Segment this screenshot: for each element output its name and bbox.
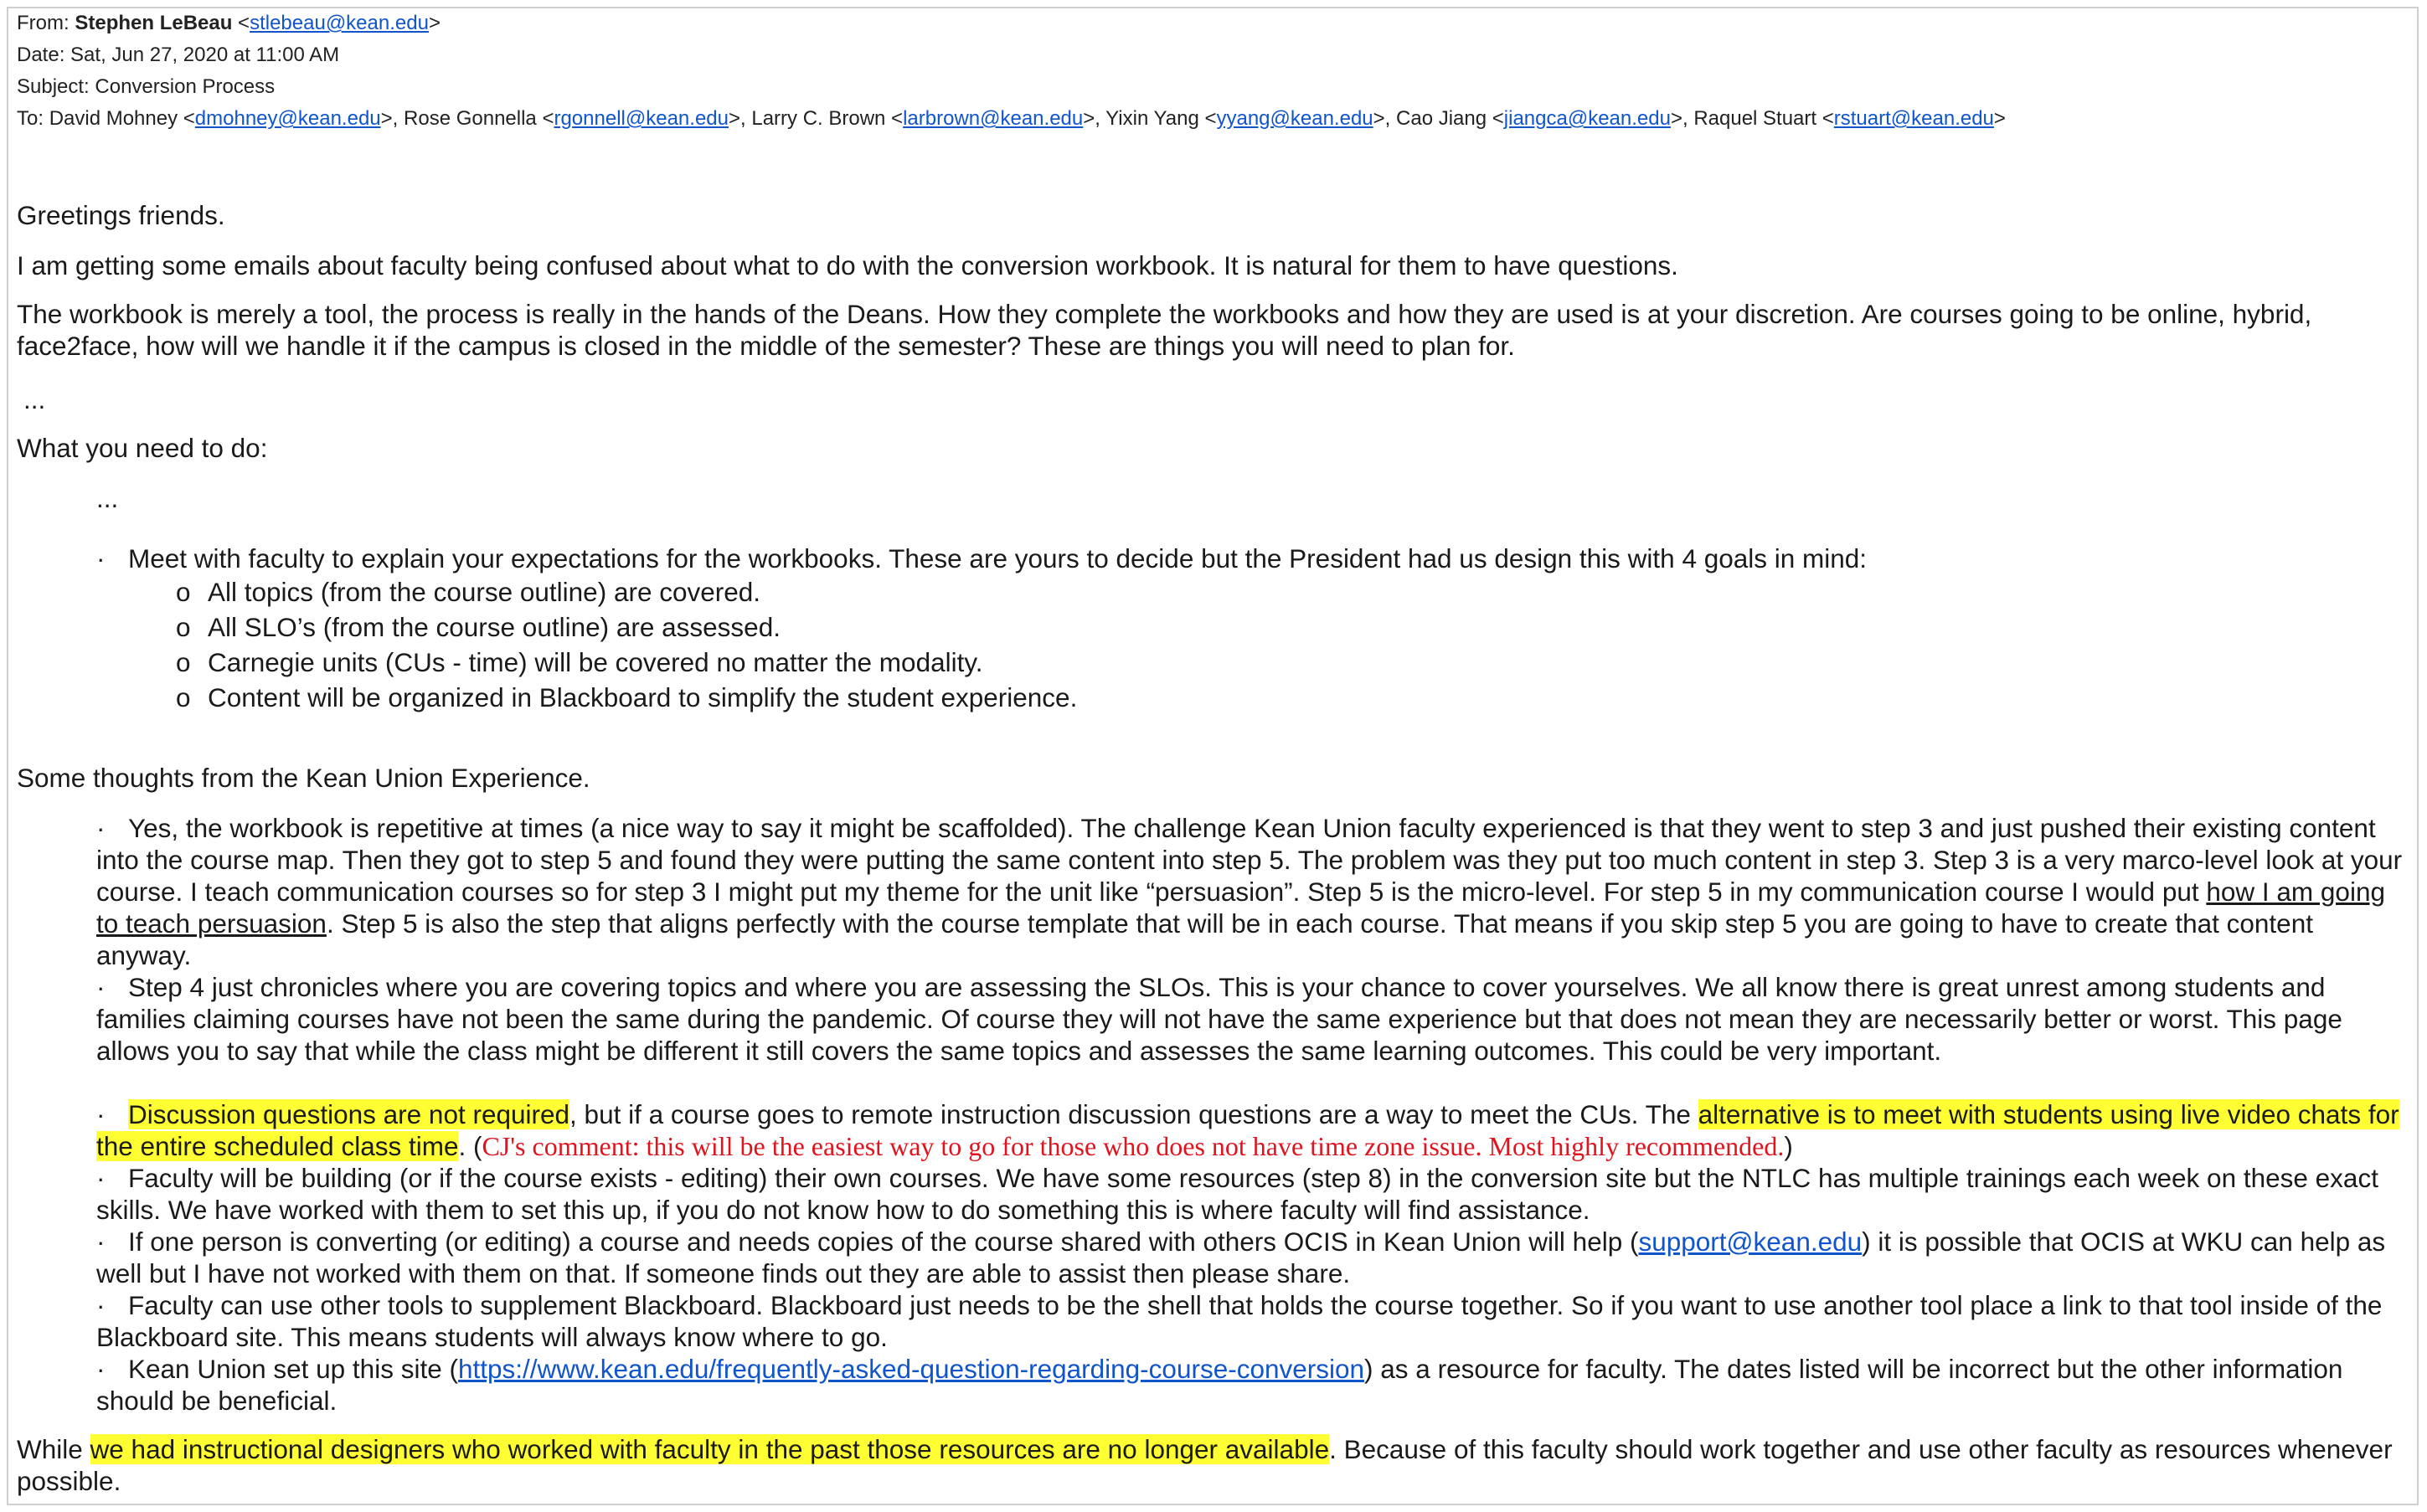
- recipient-name: Cao Jiang: [1396, 107, 1487, 130]
- goal-item: [176, 574, 760, 609]
- goal-item: [176, 680, 1077, 715]
- subject-value: Conversion Process: [95, 75, 276, 98]
- circle-bullet: o: [176, 647, 191, 677]
- bullet-text: Meet with faculty to explain your expectations for the workbooks. These are yours to decide but the President had us design this with 4 goals in mind:: [128, 543, 1868, 573]
- thought-text: Step 4 just chronicles where you are covering topics and where you are assessing the SLOs. This is your chance to cover yourselves. We all know there is great unrest among students and families claiming courses have not been the same during the pandemic. Of course they will not have the same experience but that does not mean they are necessarily better or worst. This page allows you to say that while the class might be different it still covers the same topics and assesses the same learning outcomes. This could be very important.: [96, 972, 2342, 1066]
- goal-text: All topics (from the course outline) are covered.: [208, 577, 761, 607]
- bullet-dot: ·: [96, 813, 106, 843]
- greeting: Greetings friends.: [17, 200, 225, 230]
- thought-text: ) it is possible that OCIS at WKU can help as well but I have not worked with them on that. If someone finds out they are able to assist then please share.: [96, 1227, 2386, 1288]
- todo-heading: What you need to do:: [17, 433, 268, 463]
- bullet-dot: ·: [96, 1354, 106, 1384]
- recipient: Yixin Yang <yyang@kean.edu>,: [1105, 107, 1391, 130]
- goal-item: [176, 609, 781, 645]
- thought-kean-site: [96, 1353, 2408, 1417]
- thought-discussion-questions: [96, 1098, 2408, 1162]
- bullet-dot: ·: [96, 1163, 106, 1193]
- closing-text: . Because of this faculty should work together and use other faculty as resources whenever possible.: [17, 1434, 2393, 1496]
- recipient-name: Rose Gonnella: [404, 107, 537, 130]
- thoughts-heading: Some thoughts from the Kean Union Experience.: [17, 763, 590, 793]
- closing-paragraph: [17, 1433, 2395, 1497]
- thought-text: ) as a resource for faculty. The dates listed will be incorrect but the other information should be beneficial.: [96, 1354, 2343, 1416]
- recipient-name: Raquel Stuart: [1693, 107, 1817, 130]
- date-line: [17, 44, 339, 67]
- circle-bullet: o: [176, 682, 191, 712]
- thought-text: Faculty will be building (or if the course exists - editing) their own courses. We have some resources (step 8) in the conversion site but the NTLC has multiple trainings each week on these exact skills. We have worked with them to set this up, if you do not know how to do something this is where faculty will find assistance.: [96, 1163, 2378, 1225]
- highlighted-text: Discussion questions are not required: [128, 1099, 570, 1129]
- thought-ocis: [96, 1226, 2408, 1289]
- goal-text: Carnegie units (CUs - time) will be covered no matter the modality.: [208, 647, 983, 677]
- recipient-email-link[interactable]: rgonnell@kean.edu: [554, 107, 729, 130]
- closing-text: While: [17, 1434, 90, 1464]
- recipient-email-link[interactable]: rstuart@kean.edu: [1833, 107, 1994, 130]
- bullet-dot: ·: [96, 543, 106, 573]
- recipient-email-link[interactable]: dmohney@kean.edu: [194, 107, 381, 130]
- sender-email-link[interactable]: stlebeau@kean.edu: [250, 12, 429, 34]
- subject-label: Subject:: [17, 75, 90, 98]
- thought-text: Faculty can use other tools to supplement Blackboard. Blackboard just needs to be the shell that holds the course together. So if you want to use another tool place a link to that tool inside of the Blackboard site. This means students will always know where to go.: [96, 1290, 2383, 1352]
- recipient-email-link[interactable]: jiangca@kean.edu: [1503, 107, 1671, 130]
- ellipsis: ...: [23, 384, 46, 414]
- bullet-dot: ·: [96, 1099, 106, 1129]
- circle-bullet: o: [176, 577, 191, 607]
- recipient-name: David Mohney: [49, 107, 178, 130]
- to-label: To:: [17, 107, 44, 130]
- thought-text: , but if a course goes to remote instruction discussion questions are a way to meet the CUs. The: [569, 1099, 1698, 1129]
- thought-text: If one person is converting (or editing) a course and needs copies of the course shared with others OCIS in Kean Union will help (: [128, 1227, 1639, 1257]
- thought-other-tools: [96, 1289, 2408, 1353]
- highlighted-text: we had instructional designers who worked with faculty in the past those resources are no longer available: [90, 1434, 1330, 1464]
- thought-text: Kean Union set up this site (: [128, 1354, 458, 1384]
- support-email-link[interactable]: support@kean.edu: [1638, 1227, 1863, 1257]
- faq-link[interactable]: https://www.kean.edu/frequently-asked-question-regarding-course-conversion: [457, 1354, 1365, 1384]
- goal-item: [176, 645, 983, 680]
- subject-line: [17, 75, 275, 99]
- bullet-dot: ·: [96, 1290, 106, 1320]
- recipient: Raquel Stuart <rstuart@kean.edu>: [1693, 107, 2006, 130]
- cj-comment: CJ's comment: this will be the easiest way to go for those who does not have time zone issue. Most highly recommended.: [482, 1131, 1785, 1161]
- goal-text: All SLO’s (from the course outline) are assessed.: [208, 612, 781, 642]
- thought-text: ): [1784, 1131, 1793, 1161]
- underlined-phrase: how I am going to teach persuasion: [96, 877, 2385, 939]
- recipient: Cao Jiang <jiangca@kean.edu>,: [1396, 107, 1688, 130]
- bullet-dot: ·: [96, 972, 106, 1002]
- recipient: Rose Gonnella <rgonnell@kean.edu>,: [404, 107, 746, 130]
- ellipsis: ...: [96, 483, 119, 513]
- thought-text: . Step 5 is also the step that aligns perfectly with the course template that will be in each course. That means if you skip step 5 you are going to have to create that content anyway.: [96, 908, 2313, 970]
- thought-text: . (: [458, 1131, 482, 1161]
- circle-bullet: o: [176, 612, 191, 642]
- recipient-name: Yixin Yang: [1105, 107, 1199, 130]
- thought-text: Yes, the workbook is repetitive at times (a nice way to say it might be scaffolded). The challenge Kean Union faculty experienced is that they went to step 3 and just pushed their existing content into the course map. Then they got to step 5 and found they were putting the same content into step 5. The problem was they put too much content in step 3. Step 3 is a very marco-level look at your course. I teach communication courses so for step 3 I might put my theme for the unit like “persuasion”. Step 5 is the micro-level. For step 5 in my communication course I would put: [96, 813, 2403, 907]
- recipient: David Mohney <dmohney@kean.edu>,: [49, 107, 399, 130]
- from-line: From: Stephen LeBeau <stlebeau@kean.edu>: [17, 12, 441, 34]
- thought-step4: [96, 971, 2408, 1067]
- to-line: [17, 107, 2006, 131]
- bullet-meet-faculty: [96, 543, 2408, 574]
- recipient-name: Larry C. Brown: [751, 107, 886, 130]
- paragraph-workbook-tool: The workbook is merely a tool, the process is really in the hands of the Deans. How they complete the workbooks and how they are used is at your discretion. Are courses going to be online, hybrid, face2face, how will we handle it if the campus is closed in the middle of the semester? These are things you will need to plan for.: [17, 299, 2312, 361]
- from-label: From:: [17, 12, 70, 34]
- date-label: Date:: [17, 44, 65, 66]
- paragraph-workbook-emails: I am getting some emails about faculty being confused about what to do with the conversion workbook. It is natural for them to have questions.: [17, 250, 1678, 280]
- thought-workbook-repetitive: [96, 812, 2408, 971]
- goal-text: Content will be organized in Blackboard to simplify the student experience.: [208, 682, 1078, 712]
- sender-name: Stephen LeBeau: [75, 12, 233, 34]
- recipient-email-link[interactable]: larbrown@kean.edu: [903, 107, 1084, 130]
- highlighted-text: alternative is to meet with students using live video chats for the entire scheduled class time: [96, 1099, 2399, 1161]
- thought-faculty-building: [96, 1162, 2408, 1226]
- recipient: Larry C. Brown <larbrown@kean.edu>,: [751, 107, 1100, 130]
- date-value: Sat, Jun 27, 2020 at 11:00 AM: [70, 44, 340, 66]
- recipient-email-link[interactable]: yyang@kean.edu: [1216, 107, 1373, 130]
- bullet-dot: ·: [96, 1227, 106, 1257]
